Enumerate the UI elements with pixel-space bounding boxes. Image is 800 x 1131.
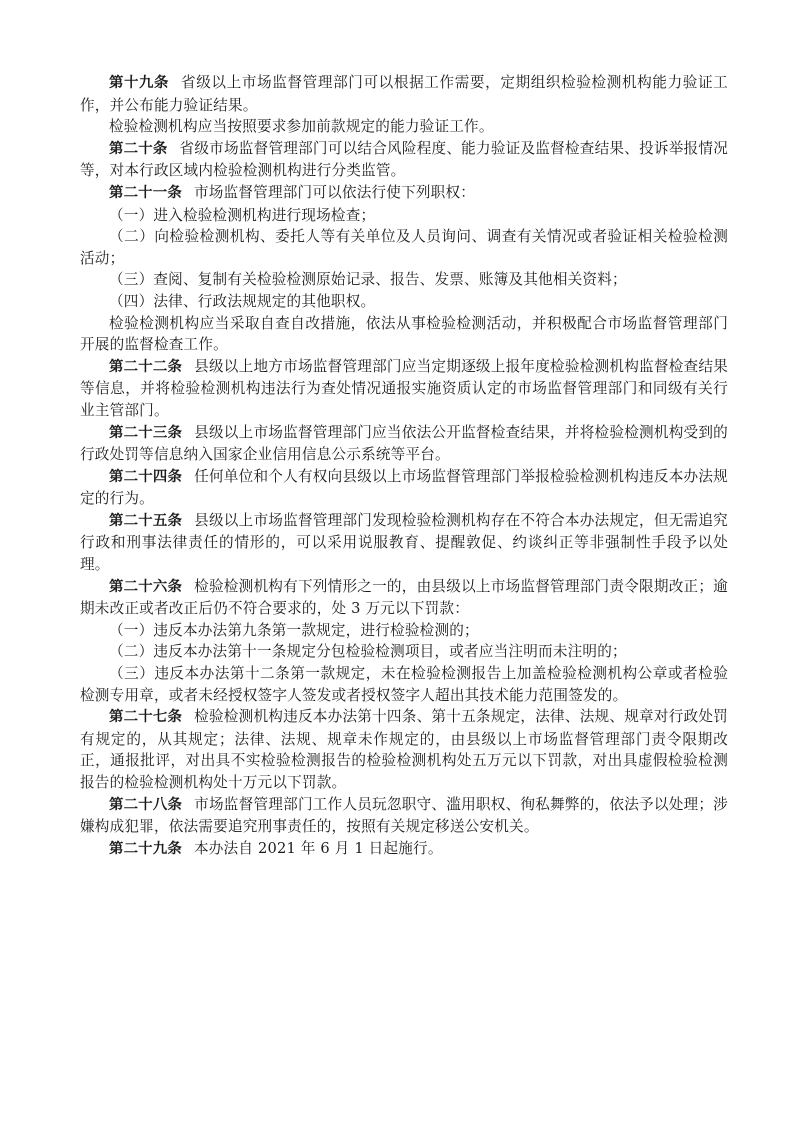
paragraph-text: （三）违反本办法第十二条第一款规定，未在检验检测报告上加盖检验检测机构公章或者检验检测专用章，或者未经授权签字人签发或者授权签字人超出其技术能力范围签发的。 <box>80 665 728 704</box>
paragraph-text: 检验检测机构有下列情形之一的，由县级以上市场监督管理部门责令限期改正；逾期未改正或者改正后仍不符合要求的，处 3 万元以下罚款： <box>80 577 728 618</box>
paragraph-art20 <box>80 138 728 182</box>
list-item <box>80 205 728 227</box>
paragraph-text: （一）违反本办法第九条第一款规定，进行检验检测的； <box>109 621 479 639</box>
article-number: 第二十八条 <box>109 796 183 813</box>
paragraph-text: 检验检测机构违反本办法第十四条、第十五条规定，法律、法规、规章对行政处罚有规定的，从其规定；法律、法规、规章未作规定的，由县级以上市场监督管理部门责令限期改正，通报批评，对出具不实检验检测报告的检验检测机构处五万元以下罚款，对出具虚假检验检测报告的检验检测机构处十万元以下罚款。 <box>80 708 728 791</box>
paragraph-art25 <box>80 510 728 576</box>
article-number: 第二十三条 <box>109 424 183 441</box>
article-number: 第二十条 <box>109 140 168 157</box>
paragraph-text: （三）查阅、复制有关检验检测原始记录、报告、发票、账簿及其他相关资料； <box>109 271 627 289</box>
article-number: 第二十九条 <box>109 840 182 857</box>
article-number: 第二十七条 <box>109 709 183 726</box>
paragraph-art29 <box>80 838 728 861</box>
paragraph-text: 市场监督管理部门可以依法行使下列职权： <box>193 183 476 201</box>
article-number: 第十九条 <box>109 75 170 91</box>
paragraph-text: （四）法律、行政法规规定的其他职权。 <box>109 292 376 310</box>
paragraph-text: 检验检测机构应当按照要求参加前款规定的能力验证工作。 <box>109 118 494 136</box>
paragraph <box>80 116 728 138</box>
paragraph-text: （二）违反本办法第十一条规定分包检验检测项目，或者应当注明而未注明的； <box>109 643 627 661</box>
paragraph-art23 <box>80 422 728 466</box>
document-body <box>80 72 728 860</box>
paragraph-art21 <box>80 182 728 205</box>
paragraph-art27 <box>80 706 728 793</box>
paragraph-text: 市场监督管理部门工作人员玩忽职守、滥用职权、徇私舞弊的，依法予以处理；涉嫌构成犯罪，依法需要追究刑事责任的，按照有关规定移送公安机关。 <box>80 795 728 836</box>
article-number: 第二十一条 <box>109 184 182 201</box>
paragraph-text: 任何单位和个人有权向县级以上市场监督管理部门举报检验检测机构违反本办法规定的行为。 <box>80 467 728 508</box>
paragraph-art28 <box>80 794 728 838</box>
paragraph-text: 县级以上市场监督管理部门发现检验检测机构存在不符合本办法规定，但无需追究行政和刑事法律责任的情形的，可以采用说服教育、提醒敦促、约谈纠正等非强制性手段予以处理。 <box>80 511 728 574</box>
paragraph-text: 县级以上市场监督管理部门应当依法公开监督检查结果，并将检验检测机构受到的行政处罚等信息纳入国家企业信用信息公示系统等平台。 <box>80 423 728 464</box>
paragraph-text: 县级以上地方市场监督管理部门应当定期逐级上报年度检验检测机构监督检查结果等信息，并将检验检测机构违法行为查处情况通报实施资质认定的市场监督管理部门和同级有关行业主管部门。 <box>80 357 728 419</box>
list-item <box>80 226 728 269</box>
list-item <box>80 663 728 706</box>
list-item <box>80 641 728 663</box>
list-item <box>80 620 728 642</box>
article-number: 第二十二条 <box>109 358 183 375</box>
article-number: 第二十六条 <box>109 578 183 595</box>
paragraph-art19 <box>80 72 728 116</box>
paragraph-text: 省级以上市场监督管理部门可以根据工作需要，定期组织检验检测机构能力验证工作，并公布能力验证结果。 <box>80 74 728 114</box>
paragraph-text: 省级市场监督管理部门可以结合风险程度、能力验证及监督检查结果、投诉举报情况等，对本行政区域内检验检测机构进行分类监管。 <box>80 139 728 180</box>
list-item <box>80 291 728 313</box>
paragraph-text: （一）进入检验检测机构进行现场检查； <box>109 206 376 224</box>
paragraph-art26 <box>80 576 728 620</box>
paragraph-art22 <box>80 356 728 422</box>
paragraph-text: 检验检测机构应当采取自查自改措施，依法从事检验检测活动，并积极配合市场监督管理部门开展的监督检查工作。 <box>80 314 728 354</box>
paragraph <box>80 313 728 356</box>
paragraph-text: 本办法自 2021 年 6 月 1 日起施行。 <box>193 839 443 857</box>
article-number: 第二十五条 <box>109 512 183 529</box>
list-item <box>80 269 728 291</box>
paragraph-art24 <box>80 466 728 510</box>
paragraph-text: （二）向检验检测机构、委托人等有关单位及人员询问、调查有关情况或者验证相关检验检测活动； <box>80 228 728 267</box>
article-number: 第二十四条 <box>109 468 183 485</box>
